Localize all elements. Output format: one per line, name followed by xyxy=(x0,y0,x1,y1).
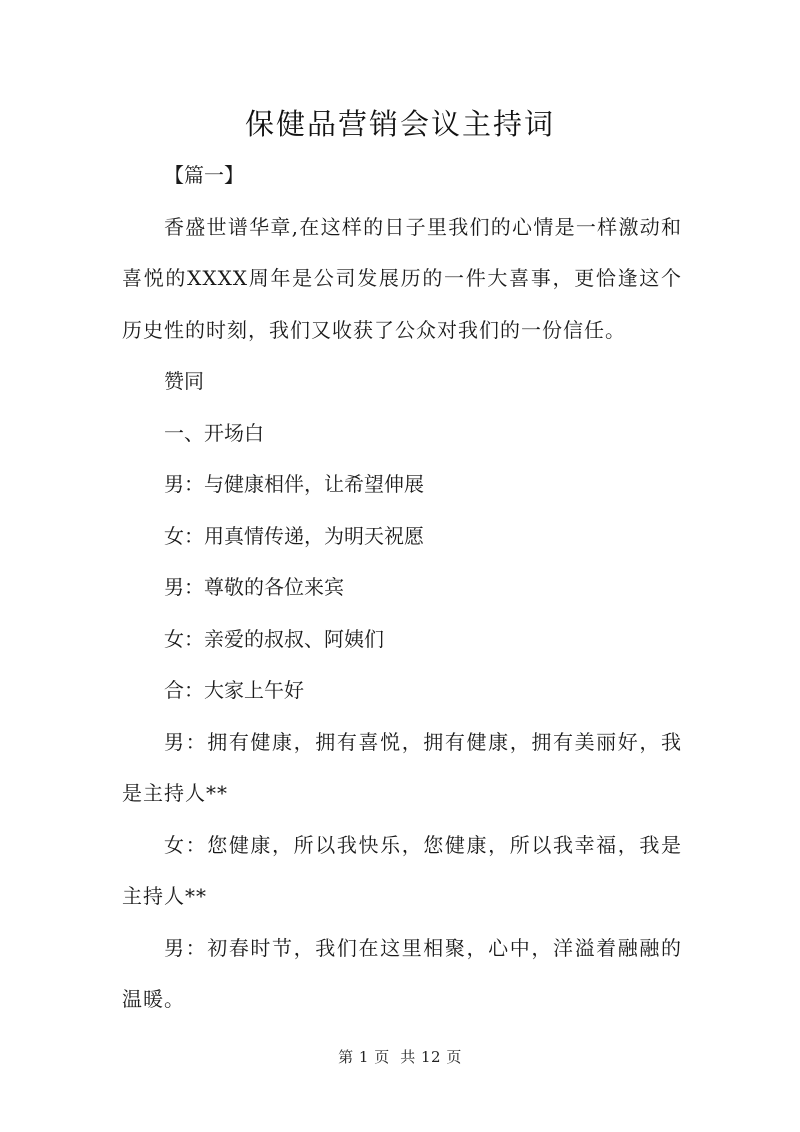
page-footer xyxy=(0,1046,800,1067)
section-heading-opening: 一、开场白 xyxy=(164,420,264,445)
dialogue-line: 男：初春时节，我们在这里相聚，心中，洋溢着融融的温暖。 xyxy=(122,935,682,1011)
dialogue-line: 男：与健康相伴，让希望伸展 xyxy=(164,472,424,496)
paragraph-approval: 赞同 xyxy=(164,369,204,393)
section-label: 【篇一】 xyxy=(164,163,244,187)
page-number-label: 第 1 页 共 12 页 xyxy=(338,1048,462,1066)
dialogue-line: 男：尊敬的各位来宾 xyxy=(164,575,344,599)
dialogue-line: 男：拥有健康，拥有喜悦，拥有健康，拥有美丽好，我是主持人** xyxy=(122,729,682,805)
dialogue-line: 女：亲爱的叔叔、阿姨们 xyxy=(164,626,384,651)
dialogue-line: 女：您健康，所以我快乐，您健康，所以我幸福，我是主持人** xyxy=(122,832,682,908)
intro-paragraph: 香盛世谱华章,在这样的日子里我们的心情是一样激动和喜悦的XXXX周年是公司发展历的一件大喜事，更恰逢这个历史性的时刻，我们又收获了公众对我们的一份信任。 xyxy=(122,214,682,342)
document-body xyxy=(122,150,682,1026)
dialogue-line: 合：大家上午好 xyxy=(164,678,304,702)
document-title: 保健品营销会议主持词 xyxy=(244,107,555,141)
dialogue-line: 女：用真情传递，为明天祝愿 xyxy=(164,523,424,548)
